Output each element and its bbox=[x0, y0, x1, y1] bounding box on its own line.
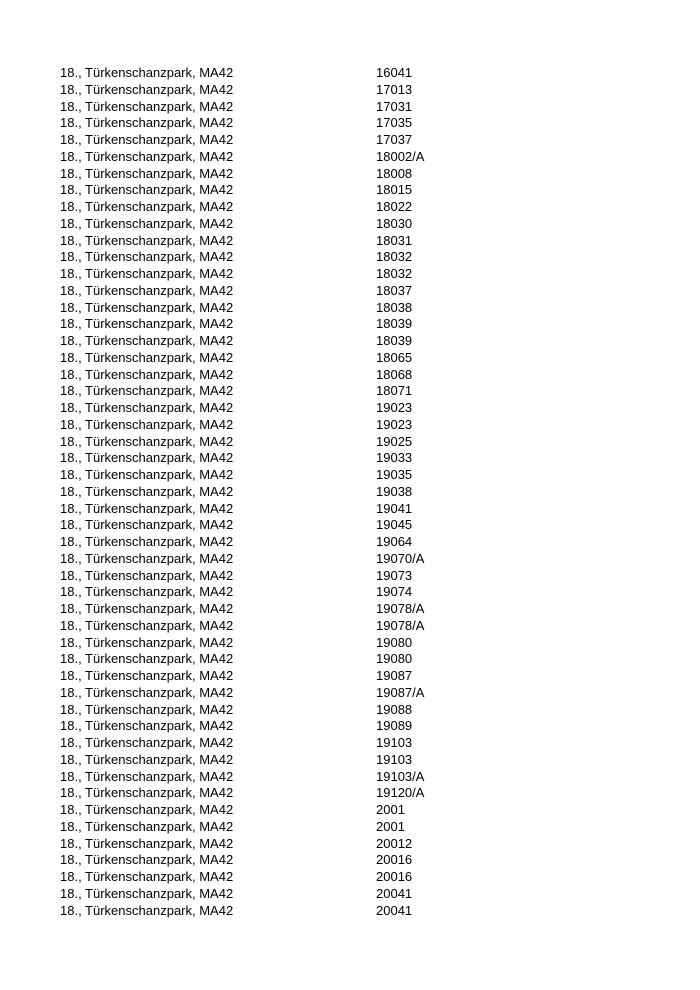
location-cell: 18., Türkenschanzpark, MA42 bbox=[60, 349, 234, 365]
location-cell: 18., Türkenschanzpark, MA42 bbox=[60, 165, 234, 181]
number-cell: 19073 bbox=[376, 567, 413, 583]
table-row bbox=[60, 249, 660, 266]
number-cell: 18065 bbox=[376, 349, 413, 365]
number-cell: 18037 bbox=[376, 282, 413, 298]
number-cell: 19088 bbox=[376, 701, 413, 717]
number-cell: 19023 bbox=[376, 400, 413, 415]
table-row bbox=[60, 819, 660, 836]
location-cell: 18., Türkenschanzpark, MA42 bbox=[60, 115, 234, 131]
number-cell: 16041 bbox=[376, 65, 413, 80]
table-row bbox=[60, 283, 660, 300]
table-row bbox=[60, 886, 660, 903]
table-row bbox=[60, 400, 660, 417]
location-cell: 18., Türkenschanzpark, MA42 bbox=[60, 835, 234, 851]
table-row bbox=[60, 735, 660, 752]
table-row bbox=[60, 149, 660, 166]
number-cell: 18030 bbox=[376, 215, 413, 231]
number-cell: 18002/A bbox=[376, 148, 425, 164]
location-cell: 18., Türkenschanzpark, MA42 bbox=[60, 869, 234, 884]
table-row bbox=[60, 467, 660, 484]
location-cell: 18., Türkenschanzpark, MA42 bbox=[60, 182, 234, 198]
location-cell: 18., Türkenschanzpark, MA42 bbox=[60, 885, 234, 901]
location-cell: 18., Türkenschanzpark, MA42 bbox=[60, 852, 234, 868]
number-cell: 19103 bbox=[376, 751, 413, 767]
location-cell: 18., Türkenschanzpark, MA42 bbox=[60, 433, 234, 449]
location-cell: 18., Türkenschanzpark, MA42 bbox=[60, 232, 234, 248]
location-cell: 18., Türkenschanzpark, MA42 bbox=[60, 132, 234, 147]
location-cell: 18., Türkenschanzpark, MA42 bbox=[60, 65, 234, 80]
location-cell: 18., Türkenschanzpark, MA42 bbox=[60, 98, 234, 114]
location-cell: 18., Türkenschanzpark, MA42 bbox=[60, 818, 234, 834]
location-cell: 18., Türkenschanzpark, MA42 bbox=[60, 316, 234, 332]
table-row bbox=[60, 199, 660, 216]
number-cell: 18031 bbox=[376, 232, 413, 248]
record-list bbox=[60, 65, 660, 919]
number-cell: 19041 bbox=[376, 500, 413, 516]
table-row bbox=[60, 450, 660, 467]
number-cell: 19023 bbox=[376, 416, 413, 432]
location-cell: 18., Türkenschanzpark, MA42 bbox=[60, 651, 234, 667]
number-cell: 19080 bbox=[376, 634, 413, 650]
number-cell: 18038 bbox=[376, 299, 413, 315]
number-cell: 19033 bbox=[376, 450, 413, 466]
number-cell: 19035 bbox=[376, 467, 413, 482]
number-cell: 19025 bbox=[376, 433, 413, 449]
number-cell: 18071 bbox=[376, 383, 413, 399]
number-cell: 18015 bbox=[376, 182, 413, 198]
location-cell: 18., Türkenschanzpark, MA42 bbox=[60, 266, 234, 281]
table-row bbox=[60, 350, 660, 367]
table-row bbox=[60, 517, 660, 534]
table-row bbox=[60, 132, 660, 149]
table-row bbox=[60, 752, 660, 769]
location-cell: 18., Türkenschanzpark, MA42 bbox=[60, 684, 234, 700]
number-cell: 17013 bbox=[376, 81, 413, 97]
number-cell: 2001 bbox=[376, 802, 405, 817]
number-cell: 19045 bbox=[376, 517, 413, 533]
number-cell: 18022 bbox=[376, 199, 413, 214]
number-cell: 20041 bbox=[376, 902, 413, 918]
number-cell: 20016 bbox=[376, 869, 413, 884]
number-cell: 19120/A bbox=[376, 785, 425, 801]
location-cell: 18., Türkenschanzpark, MA42 bbox=[60, 735, 234, 750]
number-cell: 18039 bbox=[376, 333, 413, 348]
table-row bbox=[60, 501, 660, 518]
number-cell: 19087 bbox=[376, 668, 413, 683]
location-cell: 18., Türkenschanzpark, MA42 bbox=[60, 199, 234, 214]
table-row bbox=[60, 718, 660, 735]
table-row bbox=[60, 383, 660, 400]
table-row bbox=[60, 601, 660, 618]
table-row bbox=[60, 551, 660, 568]
number-cell: 19080 bbox=[376, 651, 413, 667]
number-cell: 19089 bbox=[376, 718, 413, 734]
table-row bbox=[60, 802, 660, 819]
table-row bbox=[60, 702, 660, 719]
number-cell: 18032 bbox=[376, 249, 413, 265]
location-cell: 18., Türkenschanzpark, MA42 bbox=[60, 81, 234, 97]
number-cell: 18068 bbox=[376, 366, 413, 382]
location-cell: 18., Türkenschanzpark, MA42 bbox=[60, 467, 234, 482]
table-row bbox=[60, 115, 660, 132]
number-cell: 19070/A bbox=[376, 550, 425, 566]
location-cell: 18., Türkenschanzpark, MA42 bbox=[60, 701, 234, 717]
location-cell: 18., Türkenschanzpark, MA42 bbox=[60, 215, 234, 231]
location-cell: 18., Türkenschanzpark, MA42 bbox=[60, 282, 234, 298]
table-row bbox=[60, 651, 660, 668]
number-cell: 17037 bbox=[376, 132, 413, 147]
location-cell: 18., Türkenschanzpark, MA42 bbox=[60, 617, 234, 633]
location-cell: 18., Türkenschanzpark, MA42 bbox=[60, 668, 234, 683]
table-row bbox=[60, 266, 660, 283]
location-cell: 18., Türkenschanzpark, MA42 bbox=[60, 802, 234, 817]
table-row bbox=[60, 417, 660, 434]
number-cell: 19087/A bbox=[376, 684, 425, 700]
location-cell: 18., Türkenschanzpark, MA42 bbox=[60, 148, 234, 164]
location-cell: 18., Türkenschanzpark, MA42 bbox=[60, 416, 234, 432]
location-cell: 18., Türkenschanzpark, MA42 bbox=[60, 768, 234, 784]
table-row bbox=[60, 785, 660, 802]
number-cell: 19038 bbox=[376, 483, 413, 499]
location-cell: 18., Türkenschanzpark, MA42 bbox=[60, 534, 234, 549]
number-cell: 20016 bbox=[376, 852, 413, 868]
location-cell: 18., Türkenschanzpark, MA42 bbox=[60, 500, 234, 516]
table-row bbox=[60, 484, 660, 501]
location-cell: 18., Türkenschanzpark, MA42 bbox=[60, 601, 234, 616]
table-row bbox=[60, 166, 660, 183]
table-row bbox=[60, 618, 660, 635]
location-cell: 18., Türkenschanzpark, MA42 bbox=[60, 400, 234, 415]
table-row bbox=[60, 233, 660, 250]
number-cell: 17035 bbox=[376, 115, 413, 131]
table-row bbox=[60, 333, 660, 350]
location-cell: 18., Türkenschanzpark, MA42 bbox=[60, 751, 234, 767]
table-row bbox=[60, 182, 660, 199]
location-cell: 18., Türkenschanzpark, MA42 bbox=[60, 785, 234, 801]
location-cell: 18., Türkenschanzpark, MA42 bbox=[60, 450, 234, 466]
number-cell: 2001 bbox=[376, 818, 405, 834]
number-cell: 20041 bbox=[376, 885, 413, 901]
number-cell: 19078/A bbox=[376, 617, 425, 633]
table-row bbox=[60, 216, 660, 233]
location-cell: 18., Türkenschanzpark, MA42 bbox=[60, 902, 234, 918]
location-cell: 18., Türkenschanzpark, MA42 bbox=[60, 584, 234, 600]
table-row bbox=[60, 99, 660, 116]
location-cell: 18., Türkenschanzpark, MA42 bbox=[60, 366, 234, 382]
table-row bbox=[60, 769, 660, 786]
table-row bbox=[60, 316, 660, 333]
number-cell: 17031 bbox=[376, 98, 413, 114]
table-row bbox=[60, 903, 660, 920]
table-row bbox=[60, 836, 660, 853]
number-cell: 20012 bbox=[376, 835, 413, 851]
number-cell: 19074 bbox=[376, 584, 413, 600]
location-cell: 18., Türkenschanzpark, MA42 bbox=[60, 333, 234, 348]
table-row bbox=[60, 534, 660, 551]
number-cell: 18008 bbox=[376, 165, 413, 181]
number-cell: 19103/A bbox=[376, 768, 425, 784]
table-row bbox=[60, 65, 660, 82]
location-cell: 18., Türkenschanzpark, MA42 bbox=[60, 634, 234, 650]
table-row bbox=[60, 584, 660, 601]
location-cell: 18., Türkenschanzpark, MA42 bbox=[60, 299, 234, 315]
number-cell: 19064 bbox=[376, 534, 413, 549]
location-cell: 18., Türkenschanzpark, MA42 bbox=[60, 550, 234, 566]
location-cell: 18., Türkenschanzpark, MA42 bbox=[60, 567, 234, 583]
number-cell: 18039 bbox=[376, 316, 413, 332]
table-row bbox=[60, 635, 660, 652]
table-row bbox=[60, 82, 660, 99]
number-cell: 19103 bbox=[376, 735, 413, 750]
table-row bbox=[60, 367, 660, 384]
table-row bbox=[60, 668, 660, 685]
location-cell: 18., Türkenschanzpark, MA42 bbox=[60, 383, 234, 399]
location-cell: 18., Türkenschanzpark, MA42 bbox=[60, 483, 234, 499]
table-row bbox=[60, 568, 660, 585]
table-row bbox=[60, 869, 660, 886]
location-cell: 18., Türkenschanzpark, MA42 bbox=[60, 718, 234, 734]
table-row bbox=[60, 434, 660, 451]
location-cell: 18., Türkenschanzpark, MA42 bbox=[60, 249, 234, 265]
table-row bbox=[60, 852, 660, 869]
number-cell: 18032 bbox=[376, 266, 413, 281]
table-row bbox=[60, 300, 660, 317]
location-cell: 18., Türkenschanzpark, MA42 bbox=[60, 517, 234, 533]
table-row bbox=[60, 685, 660, 702]
number-cell: 19078/A bbox=[376, 601, 425, 616]
